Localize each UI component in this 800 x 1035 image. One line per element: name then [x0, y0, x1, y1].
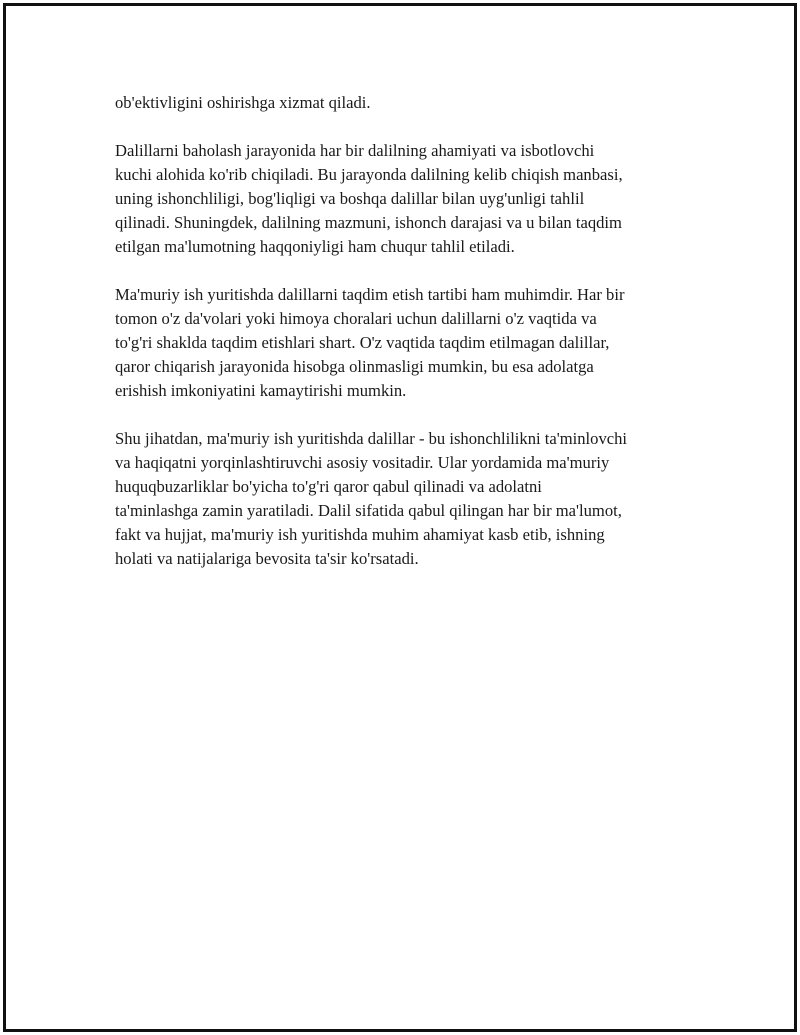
paragraph: Shu jihatdan, ma'muriy ish yuritishda dalillar - bu ishonchlilikni ta'minlovchi va haqiqatni yorqinlashtiruvchi asosiy vositadir. Ular yordamida ma'muriy huquqbuzarliklar bo'yicha to'g'ri qaror qabul qilinadi va adolatni ta'minlashga zamin yaratiladi. Dalil sifatida qabul qilingan har bir ma'lumot, fakt va hujjat, ma'muriy ish yuritishda muhim ahamiyat kasb etib, ishning holati va natijalariga bevosita ta'sir ko'rsatadi. — [115, 429, 628, 568]
paragraph: Dalillarni baholash jarayonida har bir dalilning ahamiyati va isbotlovchi kuchi alohida ko'rib chiqiladi. Bu jarayonda dalilning kelib chiqish manbasi, uning ishonchliligi, bog'liqligi va boshqa dalillar bilan uyg'unligi tahlil qilinadi. Shuningdek, dalilning mazmuni, ishonch darajasi va u bilan taqdim etilgan ma'lumotning haqqoniyligi ham chuqur tahlil etiladi. — [115, 141, 623, 256]
paragraph: ob'ektivligini oshirishga xizmat qiladi. — [115, 93, 371, 112]
paragraph: Ma'muriy ish yuritishda dalillarni taqdim etish tartibi ham muhimdir. Har bir tomon o'z da'volari yoki himoya choralari uchun dalillarni o'z vaqtida va to'g'ri shaklda taqdim etishlari shart. O'z vaqtida taqdim etilmagan dalillar, qaror chiqarish jarayonida hisobga olinmasligi mumkin, bu esa adolatga erishish imkoniyatini kamaytirishi mumkin. — [115, 285, 625, 400]
document-body — [115, 91, 695, 595]
